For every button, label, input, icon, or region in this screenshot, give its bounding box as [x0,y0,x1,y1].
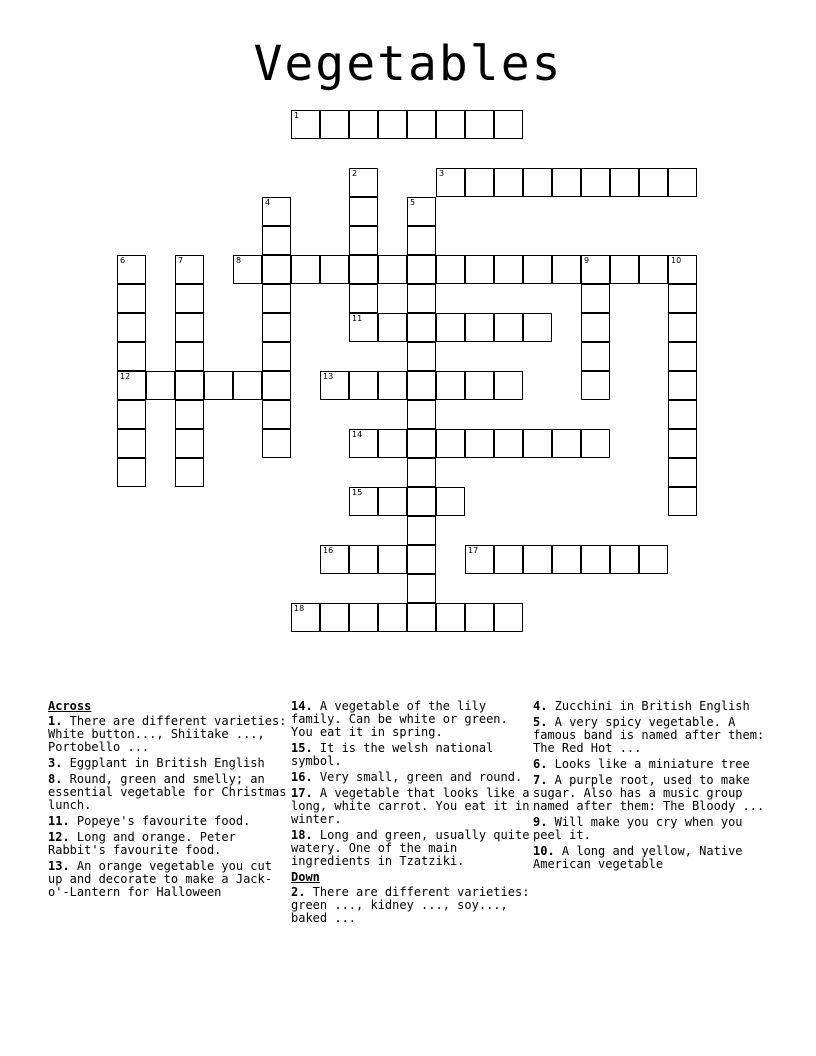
down-heading: Down [291,870,320,884]
grid-cell[interactable] [117,313,146,342]
clue-number: 12 [120,372,131,381]
clue-text: A very spicy vegetable. A famous band is named after them: The Red Hot ... [533,715,765,755]
clue-text: Very small, green and round. [312,770,523,784]
clue-number: 8 [236,256,242,265]
grid-cell[interactable] [378,545,407,574]
grid-cell[interactable] [117,342,146,371]
across-clue [291,771,531,784]
clue-text: There are different varieties: green ..., kidney ..., soy..., baked ... [291,885,530,925]
across-clue [48,860,288,899]
grid-cell[interactable] [436,313,465,342]
grid-cell[interactable] [407,458,436,487]
clue-number: 3 [439,169,445,178]
clue-text: Long and orange. Peter Rabbit's favourite food. [48,830,236,857]
grid-cell[interactable] [581,168,610,197]
clue-text: Will make you cry when you peel it. [533,815,743,842]
down-clue [533,816,773,842]
across-clue [48,773,288,812]
grid-cell[interactable] [349,313,378,342]
grid-cell[interactable] [233,371,262,400]
grid-cell[interactable] [581,284,610,313]
grid-cell[interactable] [552,168,581,197]
grid-cell[interactable] [262,371,291,400]
down-clue [291,886,531,925]
grid-cell[interactable] [378,429,407,458]
grid-cell[interactable] [291,255,320,284]
clue-label: 2. [291,885,306,899]
clue-label: 12. [48,830,70,844]
clue-text: There are different varieties: White button..., Shiitake ..., Portobello ... [48,714,287,754]
grid-cell[interactable] [349,284,378,313]
clue-text: Long and green, usually quite watery. One of the main ingredients in Tzatziki. [291,828,530,868]
clue-text: It is the welsh national symbol. [291,741,494,768]
down-clue [533,700,773,713]
clue-number: 16 [323,546,334,555]
clue-number: 17 [468,546,479,555]
across-clue [48,715,288,754]
clue-text: Zucchini in British English [547,699,750,713]
clue-number: 6 [120,256,126,265]
clue-number: 14 [352,430,363,439]
grid-cell[interactable] [407,313,436,342]
grid-cell[interactable] [407,255,436,284]
clue-number: 13 [323,372,334,381]
clue-text: Popeye's favourite food. [69,814,251,828]
grid-cell[interactable] [407,487,436,516]
clue-label: 17. [291,786,313,800]
grid-cell[interactable] [349,110,378,139]
clue-number: 7 [178,256,184,265]
down-clue [533,716,773,755]
grid-cell[interactable] [668,313,697,342]
grid-cell[interactable] [465,371,494,400]
clue-text: A vegetable that looks like a long, white carrot. You eat it in winter. [291,786,530,826]
grid-cell[interactable] [378,487,407,516]
grid-cell[interactable] [117,429,146,458]
grid-cell[interactable] [175,458,204,487]
grid-cell[interactable] [117,255,146,284]
grid-cell[interactable] [262,284,291,313]
grid-cell[interactable] [465,313,494,342]
grid-cell[interactable] [349,226,378,255]
grid-cell[interactable] [262,226,291,255]
grid-cell[interactable] [378,255,407,284]
grid-cell[interactable] [668,255,697,284]
grid-cell[interactable] [146,371,175,400]
grid-cell[interactable] [349,255,378,284]
grid-cell[interactable] [117,458,146,487]
grid-cell[interactable] [494,110,523,139]
clue-number: 5 [410,198,416,207]
grid-cell[interactable] [349,603,378,632]
clue-label: 7. [533,773,548,787]
across-clue [291,742,531,768]
grid-cell[interactable] [407,400,436,429]
grid-cell[interactable] [581,313,610,342]
grid-cell[interactable] [378,371,407,400]
clue-number: 9 [584,256,590,265]
grid-cell[interactable] [320,371,349,400]
grid-cell[interactable] [639,255,668,284]
clue-text: Round, green and smelly; an essential vegetable for Christmas lunch. [48,772,287,812]
across-clue [48,815,288,828]
clue-number: 4 [265,198,271,207]
grid-cell[interactable] [378,603,407,632]
grid-cell[interactable] [436,603,465,632]
clue-label: 8. [48,772,63,786]
grid-cell[interactable] [175,371,204,400]
grid-cell[interactable] [407,545,436,574]
grid-cell[interactable] [291,603,320,632]
clue-label: 9. [533,815,548,829]
across-clue [291,700,531,739]
grid-cell[interactable] [552,429,581,458]
grid-cell[interactable] [639,168,668,197]
grid-cell[interactable] [262,313,291,342]
clue-label: 6. [533,757,548,771]
across-heading: Across [48,699,92,713]
grid-cell[interactable] [175,284,204,313]
clue-label: 1. [48,714,63,728]
grid-cell[interactable] [175,313,204,342]
clues-column-2 [291,700,531,928]
grid-cell[interactable] [407,226,436,255]
grid-cell[interactable] [436,255,465,284]
grid-cell[interactable] [291,110,320,139]
grid-cell[interactable] [668,342,697,371]
grid-cell[interactable] [117,400,146,429]
clue-number: 2 [352,169,358,178]
grid-cell[interactable] [581,371,610,400]
grid-cell[interactable] [436,168,465,197]
grid-cell[interactable] [407,197,436,226]
grid-cell[interactable] [204,371,233,400]
grid-cell[interactable] [320,545,349,574]
grid-cell[interactable] [349,168,378,197]
grid-cell[interactable] [668,168,697,197]
grid-cell[interactable] [523,429,552,458]
grid-cell[interactable] [378,110,407,139]
across-clue [48,757,288,770]
grid-cell[interactable] [610,545,639,574]
clue-label: 18. [291,828,313,842]
clue-label: 16. [291,770,313,784]
grid-cell[interactable] [436,487,465,516]
grid-cell[interactable] [668,458,697,487]
grid-cell[interactable] [668,284,697,313]
grid-cell[interactable] [117,371,146,400]
down-clue [533,774,773,813]
grid-cell[interactable] [581,429,610,458]
grid-cell[interactable] [117,284,146,313]
clue-label: 15. [291,741,313,755]
grid-cell[interactable] [639,545,668,574]
across-clue [291,829,531,868]
clue-number: 1 [294,111,300,120]
grid-cell[interactable] [349,197,378,226]
across-clue [291,787,531,826]
grid-cell[interactable] [407,429,436,458]
grid-cell[interactable] [494,255,523,284]
clue-number: 11 [352,314,363,323]
grid-cell[interactable] [175,255,204,284]
grid-cell[interactable] [436,371,465,400]
grid-cell[interactable] [668,400,697,429]
grid-cell[interactable] [494,371,523,400]
clue-number: 15 [352,488,363,497]
grid-cell[interactable] [465,545,494,574]
clues-column-3 [533,700,773,874]
grid-cell[interactable] [320,255,349,284]
grid-cell[interactable] [523,168,552,197]
down-clue [533,845,773,871]
clue-label: 3. [48,756,63,770]
clue-number: 18 [294,604,305,613]
clue-label: 13. [48,859,70,873]
grid-cell[interactable] [436,429,465,458]
grid-cell[interactable] [581,342,610,371]
grid-cell[interactable] [378,313,407,342]
grid-cell[interactable] [494,545,523,574]
grid-cell[interactable] [465,429,494,458]
grid-cell[interactable] [465,603,494,632]
grid-cell[interactable] [494,313,523,342]
grid-cell[interactable] [262,255,291,284]
grid-cell[interactable] [668,429,697,458]
grid-cell[interactable] [407,284,436,313]
grid-cell[interactable] [407,603,436,632]
clue-label: 10. [533,844,555,858]
grid-cell[interactable] [407,371,436,400]
grid-cell[interactable] [349,429,378,458]
grid-cell[interactable] [175,400,204,429]
grid-cell[interactable] [523,545,552,574]
grid-cell[interactable] [262,429,291,458]
grid-cell[interactable] [349,545,378,574]
clue-number: 10 [671,256,682,265]
across-clue [48,831,288,857]
grid-cell[interactable] [523,255,552,284]
grid-cell[interactable] [465,168,494,197]
grid-cell[interactable] [233,255,262,284]
grid-cell[interactable] [320,603,349,632]
grid-cell[interactable] [407,342,436,371]
grid-cell[interactable] [436,110,465,139]
clue-text: Looks like a miniature tree [547,757,750,771]
clue-text: A vegetable of the lily family. Can be white or green. You eat it in spring. [291,699,508,739]
clue-label: 5. [533,715,548,729]
grid-cell[interactable] [407,110,436,139]
grid-cell[interactable] [494,429,523,458]
grid-cell[interactable] [552,255,581,284]
grid-cell[interactable] [349,487,378,516]
grid-cell[interactable] [262,342,291,371]
grid-cell[interactable] [407,516,436,545]
grid-cell[interactable] [407,574,436,603]
down-clue [533,758,773,771]
grid-cell[interactable] [668,371,697,400]
grid-cell[interactable] [668,487,697,516]
grid-cell[interactable] [320,110,349,139]
grid-cell[interactable] [262,197,291,226]
grid-cell[interactable] [494,603,523,632]
clue-label: 14. [291,699,313,713]
clue-text: A purple root, used to make sugar. Also has a music group named after them: The Bloody ... [533,773,765,813]
grid-cell[interactable] [610,168,639,197]
grid-cell[interactable] [465,110,494,139]
clue-text: Eggplant in British English [62,756,265,770]
clue-label: 11. [48,814,70,828]
clue-text: A long and yellow, Native American vegetable [533,844,743,871]
grid-cell[interactable] [552,545,581,574]
grid-cell[interactable] [175,342,204,371]
grid-cell[interactable] [581,545,610,574]
grid-cell[interactable] [494,168,523,197]
grid-cell[interactable] [262,400,291,429]
grid-cell[interactable] [523,313,552,342]
clues-column-1 [48,700,288,902]
grid-cell[interactable] [581,255,610,284]
grid-cell[interactable] [465,255,494,284]
clue-label: 4. [533,699,548,713]
page-title: Vegetables [253,36,563,92]
grid-cell[interactable] [175,429,204,458]
clue-text: An orange vegetable you cut up and decorate to make a Jack-o'-Lantern for Halloween [48,859,272,899]
grid-cell[interactable] [610,255,639,284]
grid-cell[interactable] [349,371,378,400]
